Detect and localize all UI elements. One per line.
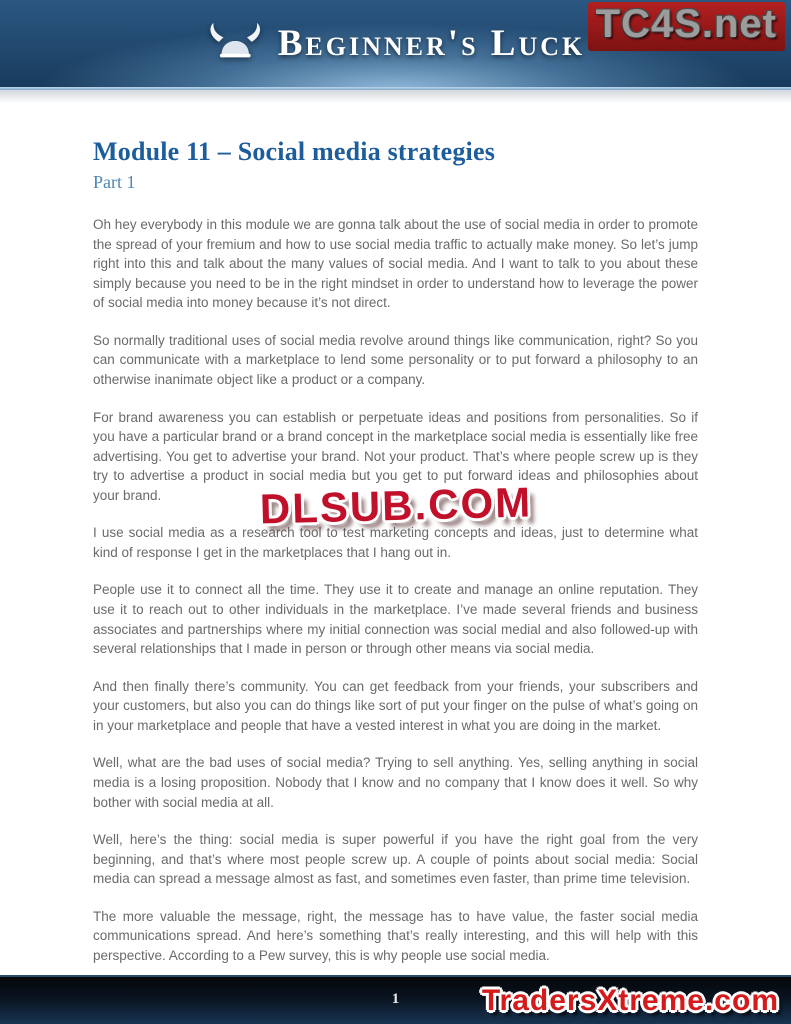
tc4s-watermark: TC4S.net xyxy=(588,2,785,51)
footer-bar xyxy=(0,975,791,1024)
brand-logo xyxy=(206,20,585,67)
viking-helmet-icon xyxy=(206,20,264,67)
header-banner xyxy=(0,0,791,90)
paragraph: For brand awareness you can establish or perpetuate ideas and positions from personalities. So if you have a particular brand or a brand concept in the marketplace social media is essentially like free advertising. You get to advertise your brand. Not your product. That’s where people screw up is they try to advertise a product in social media but you get to put forward ideas and philosophies about your brand. xyxy=(93,409,698,503)
paragraph: Oh hey everybody in this module we are gonna talk about the use of social media in order to promote the spread of your fremium and how to use social media traffic to actually make money. So let’s jump right into this and talk about the many values of social media. And I want to talk to you about these simply because you need to be in the right mindset in order to understand how to leverage the power of social media into money because it’s not direct. xyxy=(93,217,698,311)
dlsub-watermark: DLSUB.COM xyxy=(258,478,533,533)
paragraph: People use it to connect all the time. They use it to create and manage an online reputation. They use it to reach out to other individuals in the marketplace. I’ve made several friends and business associates and partnerships where my initial connection was social medial and also followed-up with several relationships that I made in person or through other means via social media. xyxy=(93,582,698,657)
header-shadow-strip xyxy=(0,90,791,103)
brand-text: Beginner's Luck xyxy=(277,23,586,64)
paragraph: And then finally there’s community. You can get feedback from your friends, your subscribers and your customers, but also you can do things like sort of put your finger on the pulse of what’s going on in your marketplace and people that have a vested interest in what you are doing in the market. xyxy=(93,678,698,733)
page-title: Module 11 – Social media strategies xyxy=(93,137,496,166)
paragraph: So normally traditional uses of social media revolve around things like communication, right? So you can communicate with a marketplace to lend some personality or to put forward a philosophy to an otherwise inanimate object like a product or a company. xyxy=(93,332,698,387)
paragraph: Well, what are the bad uses of social media? Trying to sell anything. Yes, selling anything in social media is a losing proposition. Nobody that I know and no company that I know does it well. So why bother with social media at all. xyxy=(93,755,698,810)
paragraph: I use social media as a research tool to test marketing concepts and ideas, just to determine what kind of response I get in the marketplaces that I hang out in. xyxy=(93,525,698,560)
footer-site-watermark: TradersXtreme.com xyxy=(481,984,779,1017)
page-number: 1 xyxy=(391,991,400,1007)
paragraph: Well, here’s the thing: social media is super powerful if you have the right goal from the very beginning, and that’s where most people screw up. A couple of points about social media: Social media can spread a message almost as fast, and sometimes even faster, than prime time television. xyxy=(93,832,698,887)
page-subtitle: Part 1 xyxy=(93,172,136,192)
document-body xyxy=(0,103,791,965)
paragraph: The more valuable the message, right, the message has to have value, the faster social media communications spread. And here’s something that’s really interesting, and this will help with this perspective. According to a Pew survey, this is why people use social media. xyxy=(93,908,698,963)
